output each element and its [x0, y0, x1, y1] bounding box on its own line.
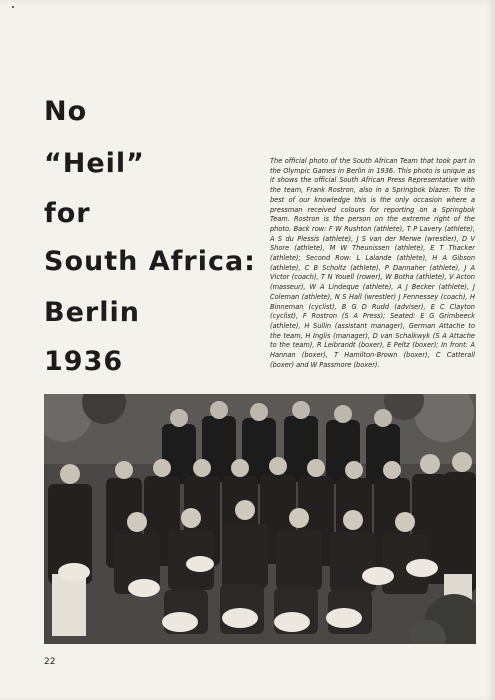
headline-line-3: for [44, 198, 91, 229]
team-photo-illustration [44, 394, 476, 644]
headline-line-5: Berlin [44, 297, 140, 328]
photo-caption: The official photo of the South African Team that took part in the Olympic Games in Berlin in 1936. This photo is unique as it shows the official South African Press Representative with the team, Frank Rostron, also in a Springbok blazer. To the best of our knowledge this is the only occasion where a pressman received colours for reporting on a Springbok Team. Rostron is the person on the extreme right of the photo. Back row: F W Rushton (athlete), T P Lavery (athlete), A S du Plessis (athlete), J S van der Merwe (wrestler), D V Shore (athlete), M W Theunissen (athlete), E T Thacker (athlete); Second Row: L Lalande (athlete), H A Gibson (athlete), C B Scholtz (athlete), P Dannaher (athlete), J A Victor (coach), T N Youell (rower), W Botha (athlete), V Acton (masseur), W A Lindeque (athlete), A J Becker (athlete), J Coleman (athlete), N S Hall (wrestler) J Fennessey (coach), H Binneman (cyclist), B G D Rudd (adviser), E C Clayton (cyclist), F Rostron (S A Press); Seated: E G Grimbeeck (athlete), H Sullin (assistant manager), German Attache to the team, H Inglis (manager), D van Schalkwyk (S A Attache to the team), R Leibrandt (boxer), E Peltz (boxer); In front: A Hannan (boxer), T Hamilton-Brown (boxer), C Catterall (boxer) and W Passmore (boxer). [270, 157, 475, 369]
page-number: 22 [44, 657, 56, 667]
headline-line-1: No [44, 96, 88, 127]
headline-line-6: 1936 [44, 346, 124, 377]
team-photo [44, 394, 476, 644]
headline-line-2: “Heil” [44, 148, 145, 179]
headline-line-4: South Africa: [44, 246, 256, 277]
print-speck [12, 6, 14, 8]
